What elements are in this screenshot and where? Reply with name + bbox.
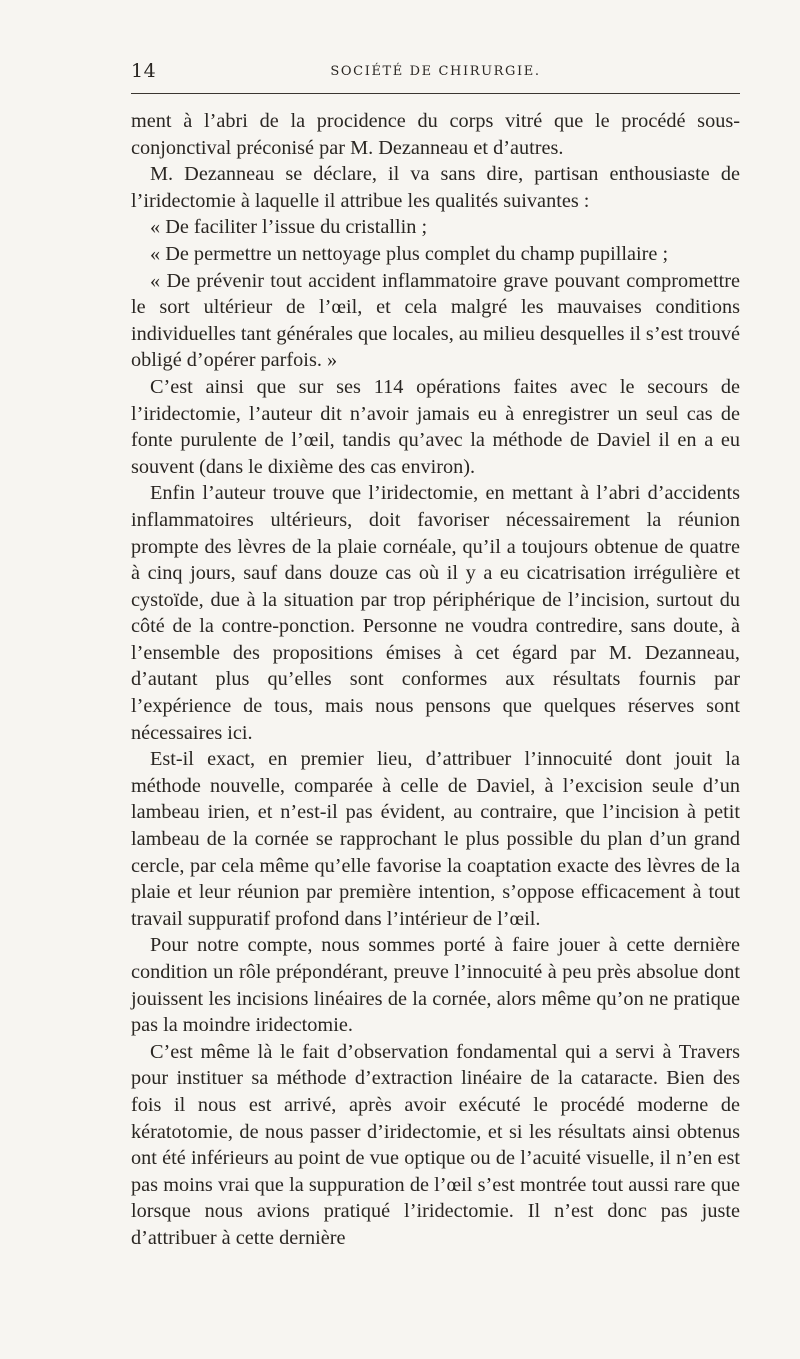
paragraph: C’est même là le fait d’observation fondamental qui a servi à Travers pour instituer sa méthode d’extraction linéaire de la cataracte. Bien des fois il nous est arrivé, après avoir exécuté le procédé moderne de kératotomie, de nous passer d’iridectomie, et si les résultats ainsi obtenus ont été inférieurs au point de vue optique ou de l’acuité visuelle, il n’en est pas moins vrai que la suppuration de l’œil s’est montrée tout aussi rare que lorsque nous avions pratiqué l’iridectomie. Il n’est donc pas juste d’attribuer à cette dernière [131,1040,740,1249]
paragraph-continuation: ment à l’abri de la procidence du corps vitré que le procédé sous-conjonctival préconisé par M. Dezanneau et d’autres. [131,110,740,159]
page-header [131,60,740,84]
paragraph: Est-il exact, en premier lieu, d’attribuer l’innocuité dont jouit la méthode nouvelle, comparée à celle de Daviel, à l’excision seule d’un lambeau irien, et n’est-il pas évident, au contraire, que l’incision à petit lambeau de la cornée se rapprochant le plus possible du plan d’un grand cercle, par cela même qu’elle favorise la coaptation exacte des lèvres de la plaie et leur réunion par première intention, s’oppose efficacement à tout travail suppuratif profond dans l’intérieur de l’œil. [131,748,740,930]
quote-line: « De permettre un nettoyage plus complet du champ pupillaire ; [150,242,669,265]
running-head: SOCIÉTÉ DE CHIRURGIE. [330,64,541,79]
paragraph: M. Dezanneau se déclare, il va sans dire, partisan enthousiaste de l’iridectomie à laquelle il attribue les qualités suivantes : [131,163,740,212]
quote-line: « De prévenir tout accident inflammatoire grave pouvant compromettre le sort ultérieur de l’œil, et cela malgré les mauvaises conditions individuelles tant générales que locales, au milieu desquelles il s’est trouvé obligé d’opérer parfois. » [131,269,740,372]
paragraph: Enfin l’auteur trouve que l’iridectomie, en mettant à l’abri d’accidents inflammatoires ultérieurs, doit favoriser nécessairement la réunion prompte des lèvres de la plaie cornéale, qu’il a toujours obtenue de quatre à cinq jours, sauf dans douze cas où il y a eu cicatrisation irrégulière et cystoïde, due à la situation par trop périphérique de l’incision, surtout du côté de la contre-ponction. Personne ne voudra contredire, sans doute, à l’ensemble des propositions émises à cet égard par M. Dezanneau, d’autant plus qu’elles sont conformes aux résultats fournis par l’expérience de tous, mais nous pensons que quelques réserves sont nécessaires ici. [131,482,740,744]
quote-line: « De faciliter l’issue du cristallin ; [150,216,428,239]
page-number: 14 [131,60,157,82]
paragraph: C’est ainsi que sur ses 114 opérations faites avec le secours de l’iridectomie, l’auteur dit n’avoir jamais eu à enregistrer un seul cas de fonte purulente de l’œil, tandis qu’avec la méthode de Daviel il en a eu souvent (dans le dixième des cas environ). [131,375,740,478]
header-rule [131,93,740,94]
body-text [131,108,740,1252]
paragraph: Pour notre compte, nous sommes porté à faire jouer à cette dernière condition un rôle prépondérant, preuve l’innocuité à peu près absolue dont jouissent les incisions linéaires de la cornée, alors même qu’on ne pratique pas la moindre iridectomie. [131,934,740,1037]
